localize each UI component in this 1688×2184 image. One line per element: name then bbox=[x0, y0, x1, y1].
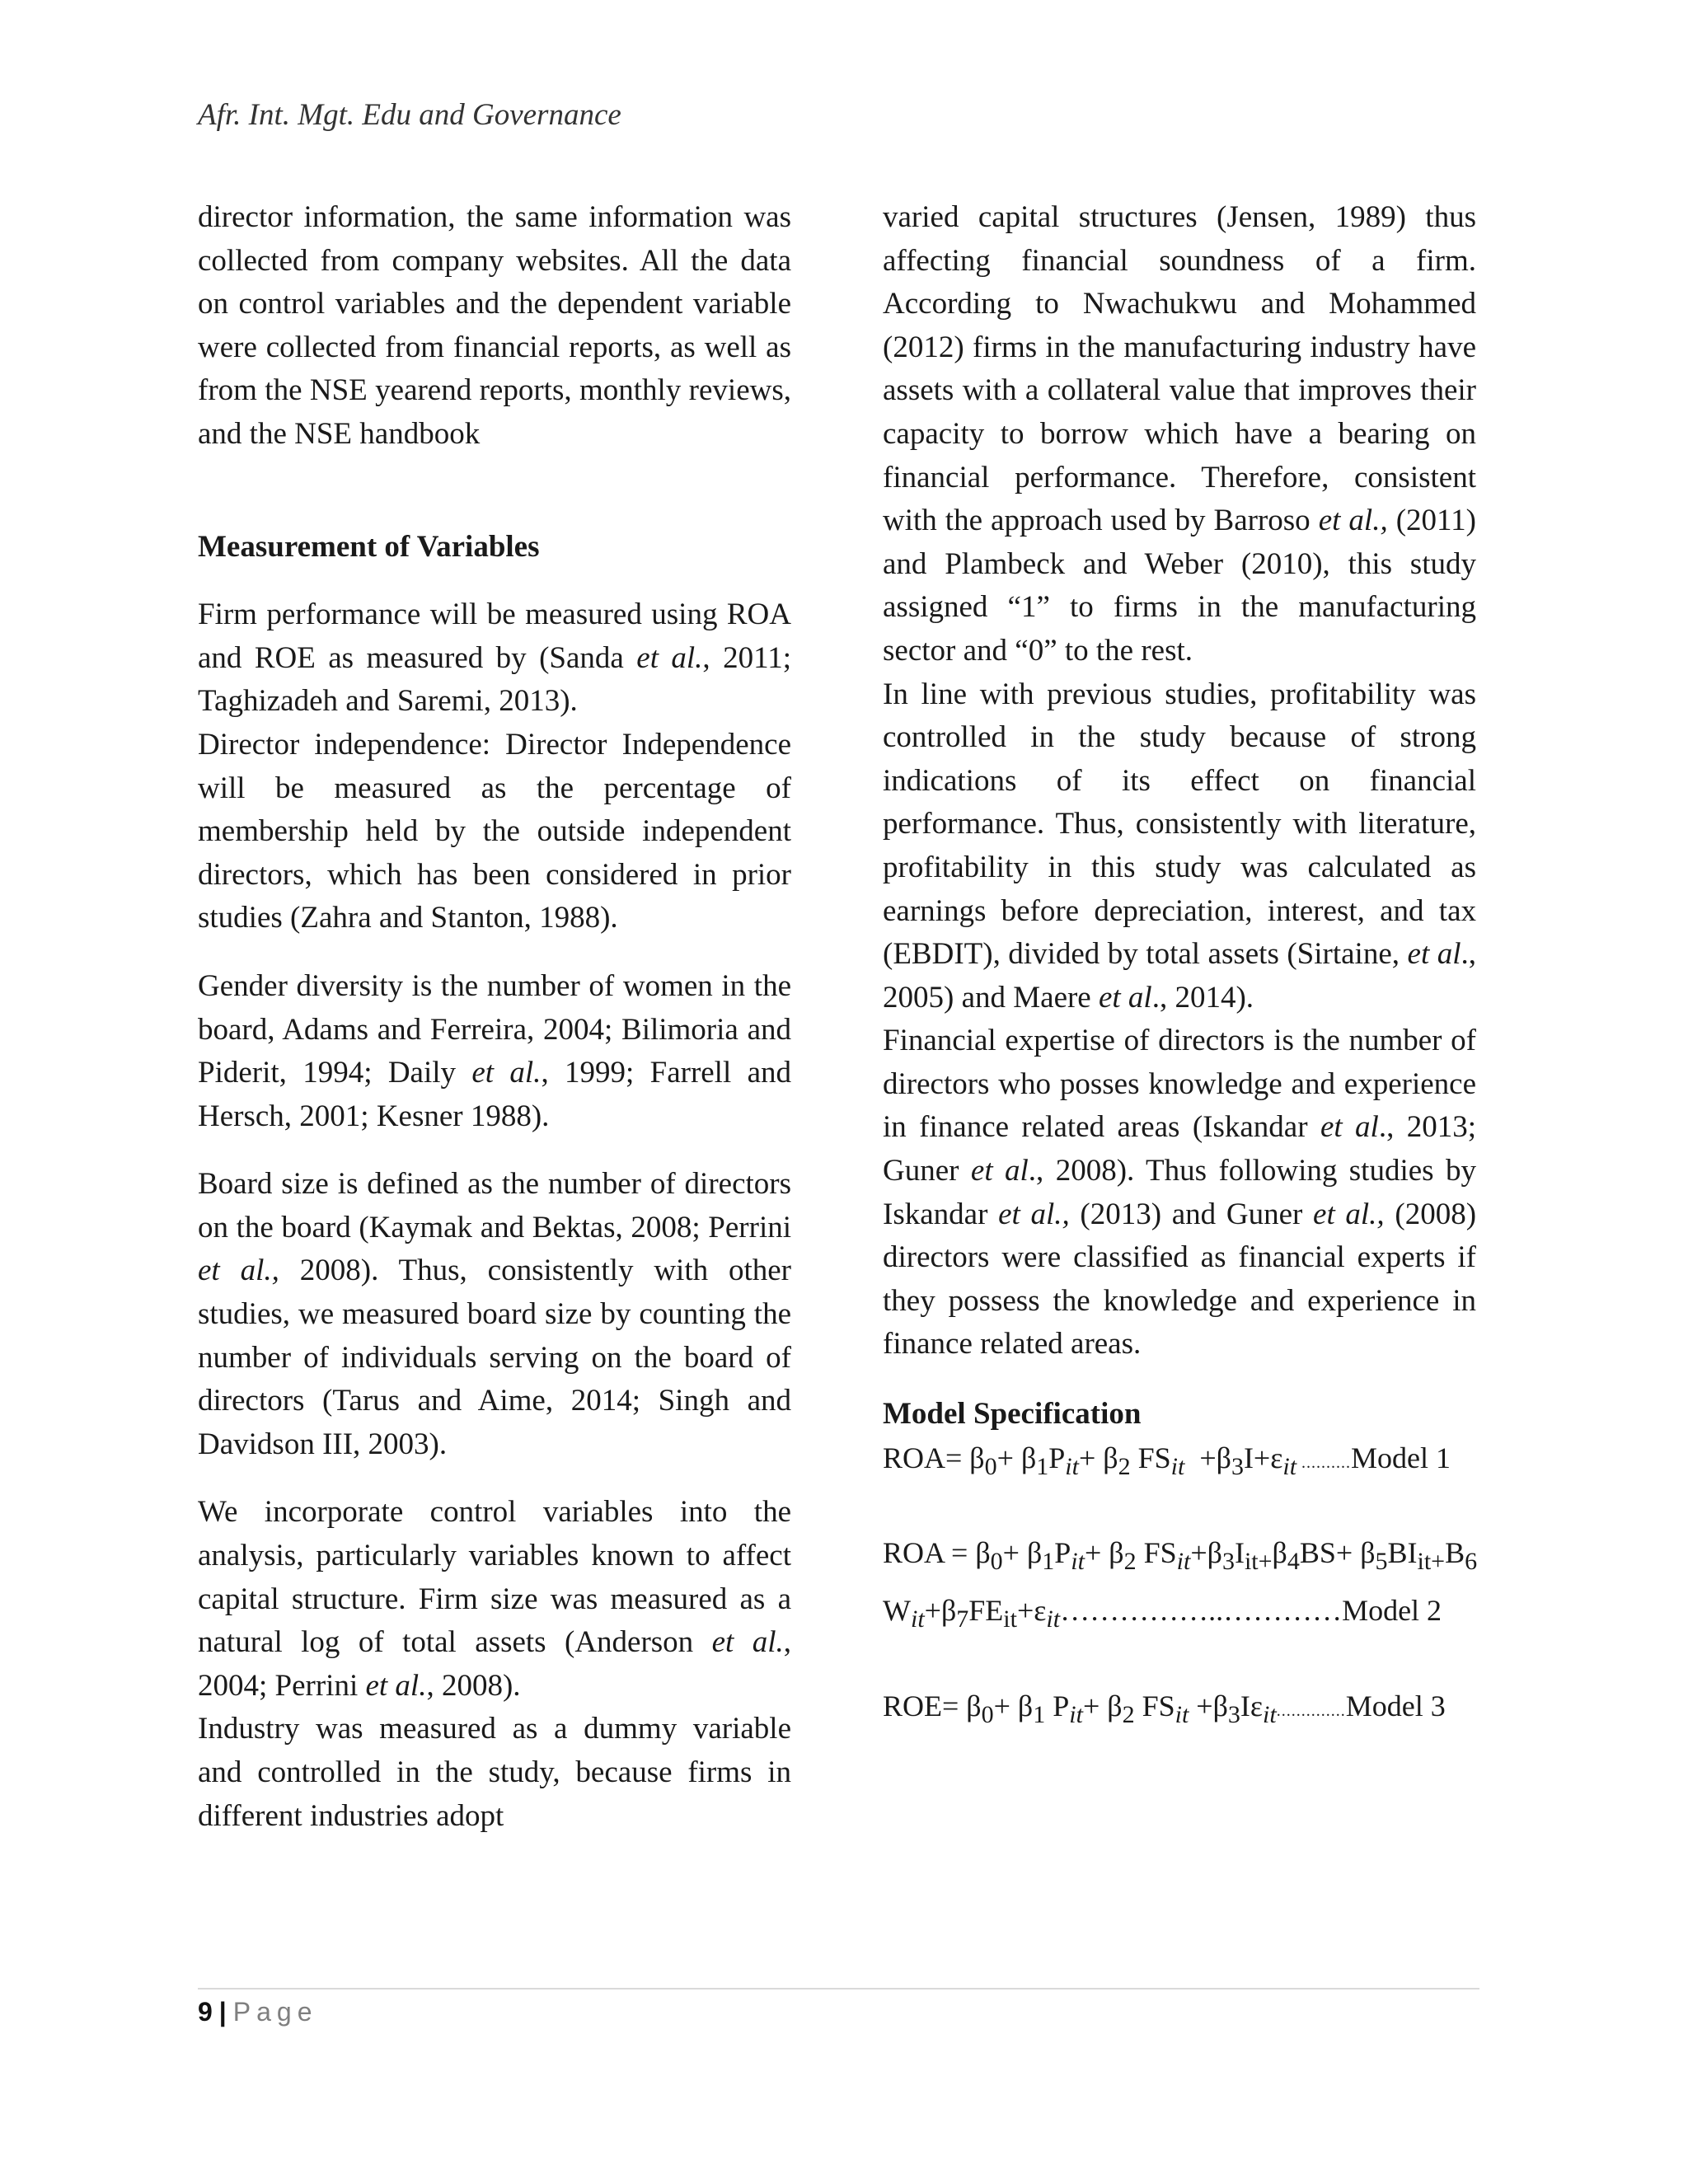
footer-separator: | bbox=[218, 1997, 227, 2027]
section-heading-model-specification: Model Specification bbox=[883, 1397, 1142, 1432]
left-column bbox=[198, 196, 791, 1838]
model-2-label: Model 2 bbox=[1342, 1594, 1442, 1628]
body-paragraph: director information, the same information was collected from company websites. All the data on control variables and the dependent variable were collected from financial reports, as well as from the NSE yearend reports, monthly reviews, and the NSE handbook bbox=[198, 200, 791, 451]
body-paragraph: Firm performance will be measured using ROA and ROE as measured by (Sanda et al., 2011; Taghizadeh and Saremi, 2013). bbox=[198, 598, 791, 719]
body-paragraph: Financial expertise of directors is the number of directors who posses knowledge and experience in finance related areas (Iskandar et al., 2013; Guner et al., 2008). Thus following studies by Iskandar et al., (2013) and Guner et al., (2008) directors were classified as financial experts if they possess the knowledge and experience in finance related areas. bbox=[883, 1024, 1477, 1361]
body-paragraph: Industry was measured as a dummy variable and controlled in the study, because firms in different industries adopt bbox=[198, 1712, 791, 1833]
section-heading-measurement: Measurement of Variables bbox=[198, 529, 540, 564]
body-paragraph: varied capital structures (Jensen, 1989) thus affecting financial soundness of a firm. According to Nwachukwu and Mohammed (2012) firms in the manufacturing industry have assets with a collateral value that improves their capacity to borrow which have a bearing on financial performance. Therefore, consistent with the approach used by Barroso et al., (2011) and Plambeck and Weber (2010), this study assigned “1” to firms in the manufacturing sector and “0” to the rest. bbox=[883, 200, 1476, 668]
body-paragraph: Gender diversity is the number of women in the board, Adams and Ferreira, 2004; Bilimoria and Piderit, 1994; Daily et al., 1999; Farrell and Hersch, 2001; Kesner 1988). bbox=[198, 968, 791, 1133]
model-3-label: Model 3 bbox=[1345, 1689, 1446, 1722]
body-paragraph: Director independence: Director Independence will be measured as the percentage of membership held by the outside independent directors, which has been considered in prior studies (Zahra and Stanton, 1988). bbox=[198, 727, 791, 935]
equation-model-2: ROA = $\beta_0+ \beta_1P_{it}+ \beta_2$ $FS_{it}+\beta_3I_{it+}\beta_4BS+ \beta_5BI_{it+}B_6$ bbox=[883, 1536, 1478, 1576]
body-paragraph: In line with previous studies, profitability was controlled in the study because of strong indications of its effect on financial performance. Thus, consistently with literature, profitability in this study was calculated as earnings before depreciation, interest, and tax (EBDIT), divided by total assets (Sirtaine, et al., 2005) and Maere et al., 2014). bbox=[883, 677, 1476, 1015]
equation-model-1: $ROA= \beta_0+ \beta_1P_{it}+ \beta_2$ $FS_{it} +\beta_3I+\varepsilon_{it}$ ..........Model 1 bbox=[883, 1441, 1451, 1480]
page-footer bbox=[198, 1991, 317, 2032]
right-column bbox=[883, 196, 1476, 1737]
body-paragraph: We incorporate control variables into the analysis, particularly variables known to affect capital structure. Firm size was measured as a natural log of total assets (Anderson et al., 2004; Perrini et al., 2008). bbox=[198, 1495, 792, 1703]
body-paragraph: Board size is defined as the number of directors on the board (Kaymak and Bektas, 2008; Perrini et al., 2008). Thus, consistently with other studies, we measured board size by counting the number of individuals serving on the board of directors (Tarus and Aime, 2014; Singh and Davidson III, 2003). bbox=[198, 1167, 792, 1461]
equation-model-2-continued: $W_{it}+\beta_7FE_{it}+\varepsilon_{it}\dots\dots\dots\dots\dots..\dots\dots\dots\dots Model$ 2 bbox=[883, 1594, 1442, 1633]
footer-divider bbox=[198, 1988, 1479, 1990]
equation-model-3: $ROE= \beta_0+ \beta_1$ $P_{it}+ \beta_2$ $FS_{it}$ $+\beta_3I\varepsilon_{it}..............Model$ 3 bbox=[883, 1689, 1446, 1729]
page-number: 9 bbox=[198, 1997, 213, 2027]
page-word: Page bbox=[232, 1997, 318, 2027]
model-1-label: Model 1 bbox=[1351, 1441, 1451, 1474]
running-title: Afr. Int. Mgt. Edu and Governance bbox=[198, 98, 621, 132]
